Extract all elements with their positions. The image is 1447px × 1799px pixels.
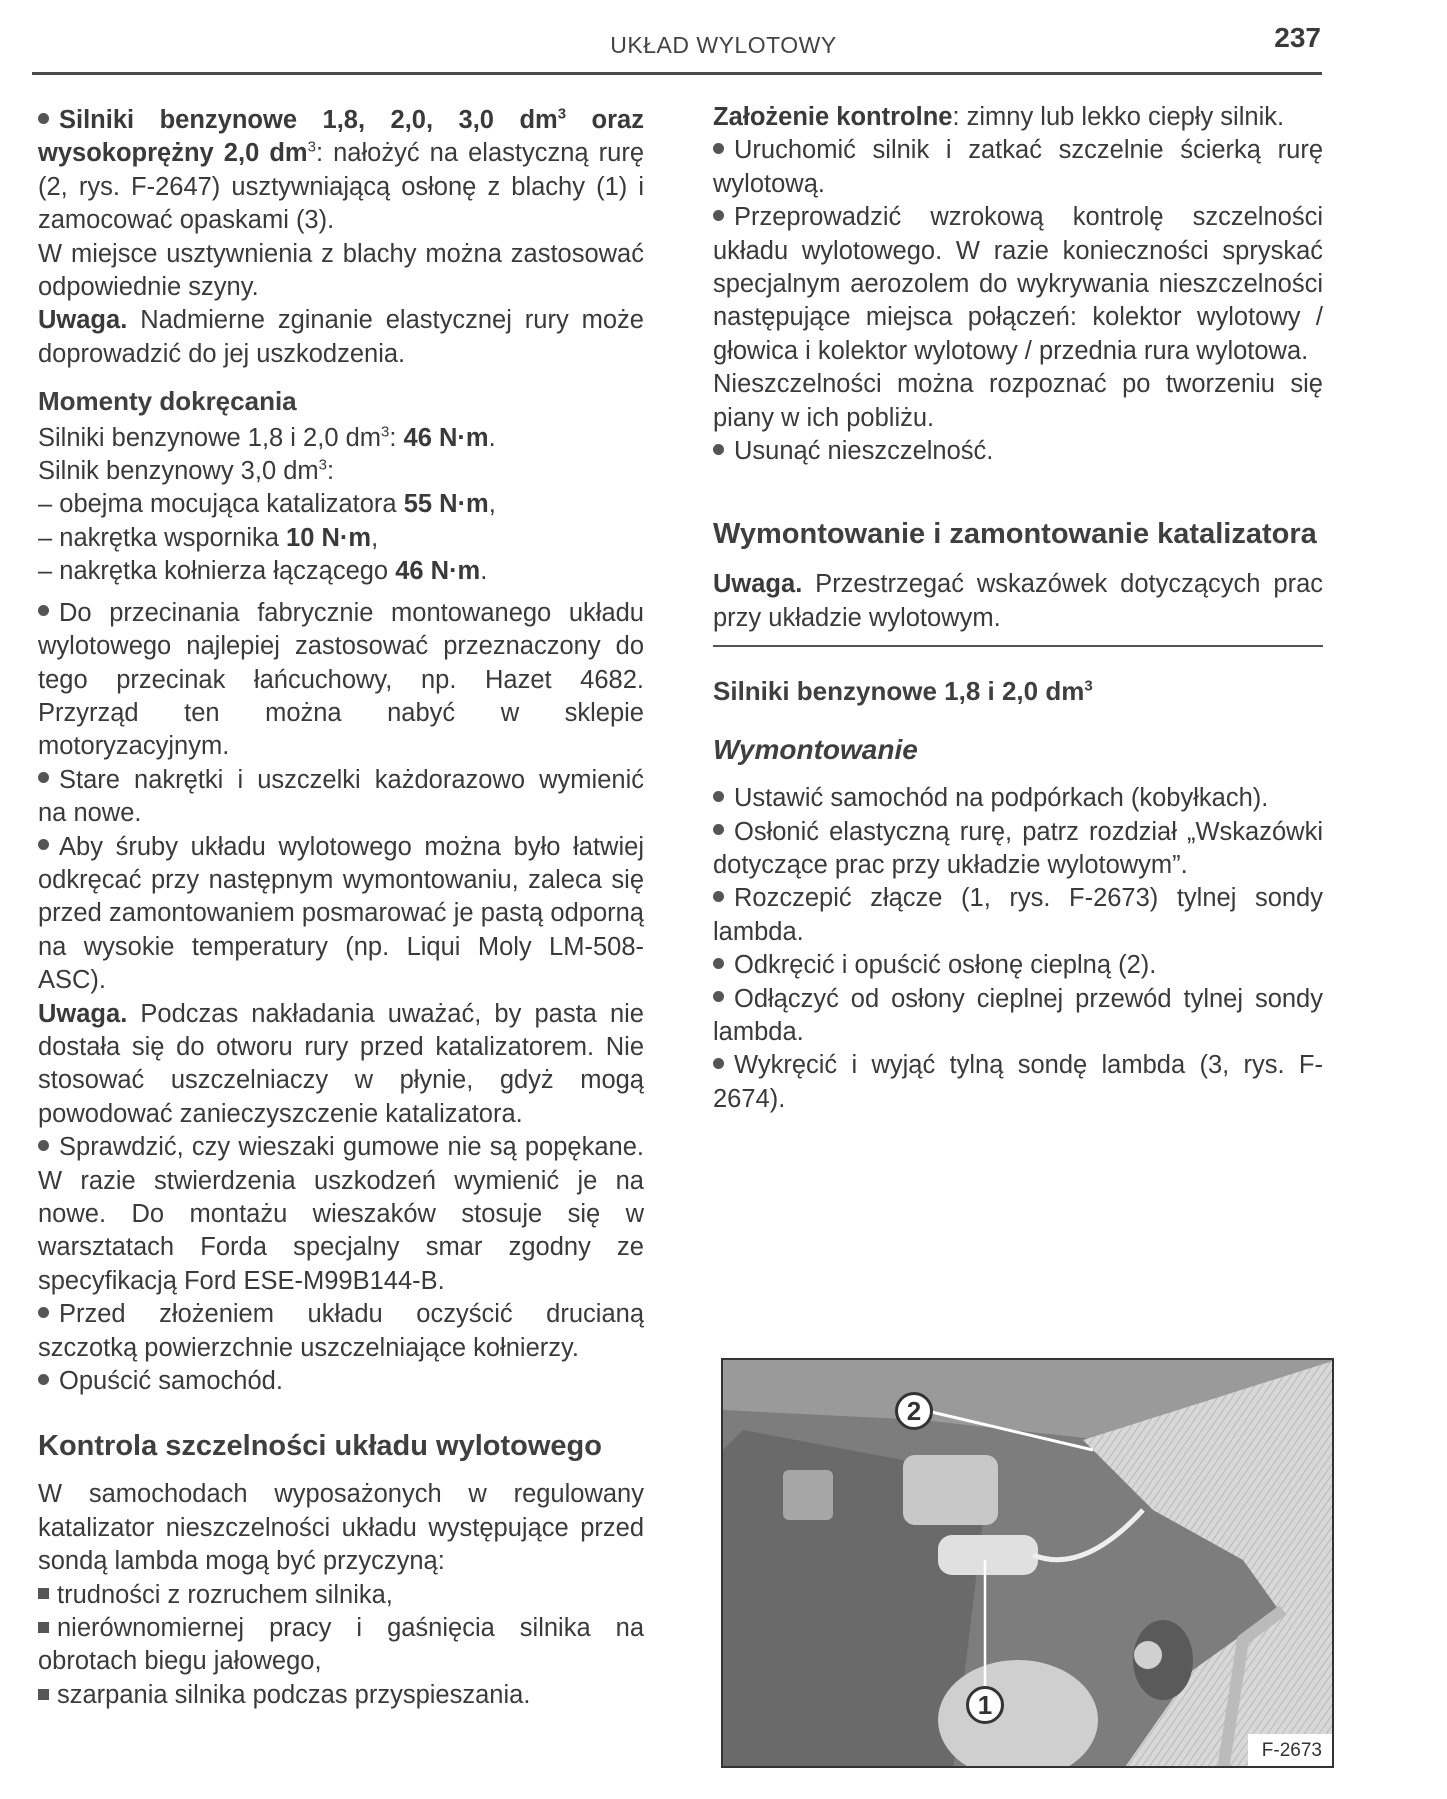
removal-step: Ustawić samochód na podpórkach (kobyłkach). bbox=[713, 782, 1323, 815]
bullet-paragraph: Uruchomić silnik i zatkać szczelnie ścierką rurę wylotową. bbox=[713, 136, 1323, 198]
symptom-item: szarpania silnika podczas przyspieszania. bbox=[38, 1679, 644, 1712]
bullet-icon bbox=[38, 1374, 49, 1385]
bullet-paragraph: Przed złożeniem układu oczyścić drucianą szczotką powierzchnie uszczelniające kołnierzy. bbox=[38, 1300, 644, 1362]
bullet-icon bbox=[713, 891, 724, 902]
removal-step: Odłączyć od osłony cieplnej przewód tylnej sondy lambda. bbox=[713, 984, 1323, 1046]
leak-check-intro: W samochodach wyposażonych w regulowany katalizator nieszczelności układu występujące przed sondą lambda mogą być przyczyną: bbox=[38, 1480, 644, 1576]
bullet-paragraph: Opuścić samochód. bbox=[38, 1365, 644, 1398]
page-number: 237 bbox=[1274, 22, 1321, 53]
bullet-icon bbox=[38, 839, 49, 850]
condition-label: Założenie kontrolne bbox=[713, 103, 953, 131]
leak-check-heading: Kontrola szczelności układu wylotowego bbox=[38, 1430, 602, 1463]
square-bullet-icon bbox=[38, 1588, 49, 1599]
bullet-paragraph: Sprawdzić, czy wieszaki gumowe nie są popękane. W razie stwierdzenia uszkodzeń wymienić je na nowe. Do montażu wieszaków stosuje się w warsztatach Forda specjalny smar zgodny ze specyfikacją Ford ESE-M99B144-B. bbox=[38, 1133, 644, 1295]
callout-1: 1 bbox=[966, 1686, 1004, 1724]
removal-step: Odkręcić i opuścić osłonę cieplną (2). bbox=[713, 949, 1323, 982]
bullet-icon bbox=[38, 772, 49, 783]
bullet-icon bbox=[713, 143, 724, 154]
bullet-paragraph: Stare nakrętki i uszczelki każdorazowo wymienić na nowe. bbox=[38, 765, 644, 828]
bullet-icon bbox=[38, 605, 49, 616]
removal-step: Wykręcić i wyjąć tylną sondę lambda (3, rys. F-2674). bbox=[713, 1051, 1323, 1113]
torque-item: – obejma mocująca katalizatora 55 N·m, bbox=[38, 490, 496, 519]
right-column bbox=[713, 101, 1323, 1116]
bullet-icon bbox=[713, 1058, 724, 1069]
torque-line-2: Silnik benzynowy 3,0 $dm^3$: bbox=[38, 456, 335, 486]
intro-paragraph: Silniki benzynowe 1,8, 2,0, 3,0 $dm^3$ oraz wysokoprężny 2,0 $dm^3$: nałożyć na elastyczną rurę (2, rys. F-2647) usztywniającą osłonę z blachy (1) i zamocować opaskami (3). bbox=[38, 105, 645, 235]
torque-item: – nakrętka kołnierza łączącego 46 N·m. bbox=[38, 557, 488, 586]
bullet-icon bbox=[713, 824, 724, 835]
engine-photo-illustration bbox=[723, 1360, 1334, 1768]
symptom-item: trudności z rozruchem silnika, bbox=[38, 1579, 644, 1612]
bullet-icon bbox=[38, 113, 49, 124]
figure-label: F-2673 bbox=[1248, 1734, 1332, 1766]
removal-step: Osłonić elastyczną rurę, patrz rozdział „Wskazówki dotyczące prac przy układzie wylotowym”. bbox=[713, 817, 1323, 879]
intro-paragraph-2: W miejsce usztywnienia z blachy można zastosować odpowiednie szyny. bbox=[38, 239, 644, 302]
bullet-icon bbox=[713, 991, 724, 1002]
torque-line-1: Silniki benzynowe 1,8 i 2,0 $dm^3$: 46 N·m. bbox=[38, 423, 496, 452]
bullet-paragraph: Aby śruby układu wylotowego można było łatwiej odkręcać przy następnym wymontowaniu, zaleca się przed zamontowaniem posmarować je pastą odporną na wysokie temperatury (np. Liqui Moly LM-508-ASC). bbox=[38, 832, 644, 995]
section-divider bbox=[713, 645, 1323, 647]
bullet-paragraph: Przeprowadzić wzrokową kontrolę szczelności układu wylotowego. W razie konieczności spryskać specjalnym aerozolem do wykrywania nieszczelności następujące miejsca połączeń: kolektor wylotowy / głowica i kolektor wylotowy / przednia rura wylotowa. bbox=[713, 203, 1323, 365]
note-label: Uwaga. bbox=[38, 306, 128, 335]
condition-paragraph: Założenie kontrolne: zimny lub lekko ciepły silnik. bbox=[713, 103, 1285, 131]
bullet-paragraph: Do przecinania fabrycznie montowanego układu wylotowego najlepiej zastosować przeznaczony do tego przecinak łańcuchowy, np. Hazet 4682. Przyrząd ten można nabyć w sklepie motoryzacyjnym. bbox=[38, 598, 644, 761]
square-bullet-icon bbox=[38, 1622, 49, 1633]
bullet-paragraph: Usunąć nieszczelność. bbox=[713, 435, 1323, 468]
catalyst-note: Uwaga. Przestrzegać wskazówek dotyczących prac przy układzie wylotowym. bbox=[713, 570, 1323, 632]
removal-step: Rozczepić złącze (1, rys. F-2673) tylnej sondy lambda. bbox=[713, 884, 1323, 946]
note-paragraph-2: Uwaga. Podczas nakładania uważać, by pasta nie dostała się do otworu rury przed katalizatorem. Nie stosować uszczelniaczy w płynie, gdyż mogą powodować zanieczyszczenie katalizatora. bbox=[38, 999, 644, 1128]
square-bullet-icon bbox=[38, 1689, 49, 1700]
bullet-icon bbox=[713, 958, 724, 969]
torque-heading: Momenty dokręcania bbox=[38, 386, 297, 417]
bullet-icon bbox=[38, 1140, 49, 1151]
note-paragraph: Uwaga. Nadmierne zginanie elastycznej rury może doprowadzić do jej uszkodzenia. bbox=[38, 306, 644, 368]
header-divider bbox=[32, 72, 1322, 75]
engines-heading: Silniki benzynowe 1,8 i 2,0 $dm^3$ bbox=[713, 676, 1093, 707]
leak-hint: Nieszczelności można rozpoznać po tworzeniu się piany w ich pobliżu. bbox=[713, 370, 1323, 432]
running-header: UKŁAD WYLOTOWY bbox=[610, 32, 837, 58]
torque-item: – nakrętka wspornika 10 N·m, bbox=[38, 523, 379, 552]
bullet-icon bbox=[38, 1307, 49, 1318]
bullet-icon bbox=[713, 791, 724, 802]
callout-2: 2 bbox=[895, 1392, 933, 1430]
removal-heading: Wymontowanie bbox=[713, 733, 918, 765]
bullet-icon bbox=[713, 210, 724, 221]
left-column bbox=[38, 104, 644, 1712]
figure-photo bbox=[721, 1358, 1334, 1768]
symptom-item: nierównomiernej pracy i gaśnięcia silnika na obrotach biegu jałowego, bbox=[38, 1614, 644, 1676]
bullet-icon bbox=[713, 444, 724, 455]
catalyst-heading: Wymontowanie i zamontowanie katalizatora bbox=[713, 518, 1317, 551]
